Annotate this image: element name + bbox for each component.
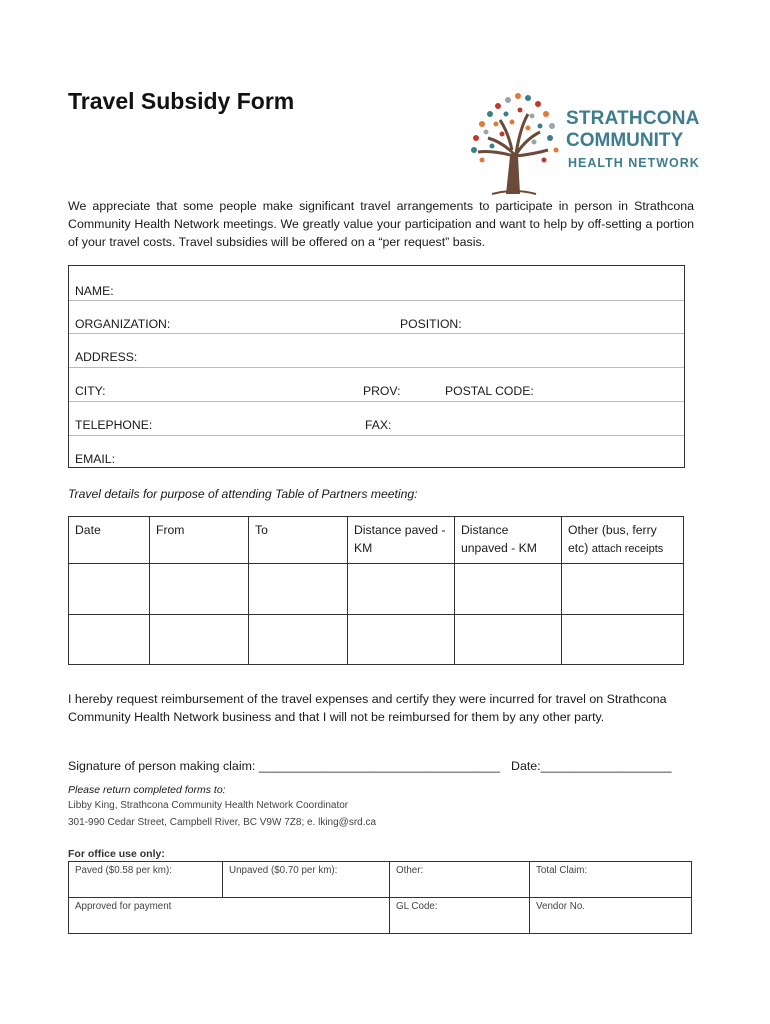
personal-info-box [68, 265, 685, 468]
signature-line[interactable]: Signature of person making claim: ___________________________________ [68, 759, 500, 773]
header-distance-paved: Distance paved - KM [348, 517, 455, 564]
mailing-address-line: 301-990 Cedar Street, Campbell River, BC V9W 7Z8; e. lking@srd.ca [68, 817, 377, 828]
address-label: ADDRESS: [75, 350, 138, 364]
organization-label: ORGANIZATION: [75, 317, 171, 331]
vendor-no-cell[interactable]: Vendor No. [530, 898, 692, 934]
table-row[interactable] [69, 614, 684, 664]
header-other-suffix: attach receipts [591, 543, 664, 555]
logo-text-strathcona: STRATHCONA [566, 108, 700, 129]
table-cell[interactable] [562, 614, 684, 664]
other-cell[interactable]: Other: [390, 862, 530, 898]
please-return-heading: Please return completed forms to: [68, 784, 226, 796]
table-cell[interactable] [249, 614, 348, 664]
email-row[interactable] [69, 436, 684, 467]
header-to: To [249, 517, 348, 564]
travel-details-note: Travel details for purpose of attending Table of Partners meeting: [68, 487, 418, 501]
date-line[interactable]: Date:___________________ [511, 759, 672, 773]
table-cell[interactable] [249, 564, 348, 614]
office-use-heading: For office use only: [68, 848, 165, 860]
name-label: NAME: [75, 284, 114, 298]
table-cell[interactable] [150, 564, 249, 614]
office-row-1 [69, 862, 692, 898]
header-date: Date [69, 517, 150, 564]
address-row[interactable] [69, 334, 684, 368]
approved-cell[interactable]: Approved for payment [69, 898, 390, 934]
header-distance-unpaved: Distance unpaved - KM [455, 517, 562, 564]
table-row[interactable] [69, 564, 684, 614]
email-label: EMAIL: [75, 452, 115, 466]
telephone-row[interactable] [69, 402, 684, 436]
position-label: POSITION: [400, 317, 462, 331]
table-cell[interactable] [348, 614, 455, 664]
table-cell[interactable] [348, 564, 455, 614]
prov-label: PROV: [363, 384, 401, 398]
postal-code-label: POSTAL CODE: [445, 384, 534, 398]
table-cell[interactable] [69, 614, 150, 664]
city-row[interactable] [69, 368, 684, 402]
travel-details-table [68, 516, 684, 665]
paved-cell[interactable]: Paved ($0.58 per km): [69, 862, 223, 898]
header-other [562, 517, 684, 564]
table-cell[interactable] [455, 564, 562, 614]
organization-row[interactable] [69, 301, 684, 334]
table-cell[interactable] [455, 614, 562, 664]
table-cell[interactable] [69, 564, 150, 614]
header-other-label: Other (bus, ferry etc) [568, 523, 657, 555]
fax-label: FAX: [365, 418, 392, 432]
telephone-label: TELEPHONE: [75, 418, 153, 432]
logo-text-health-network: HEALTH NETWORK [568, 156, 700, 170]
table-header-row [69, 517, 684, 564]
coordinator-line: Libby King, Strathcona Community Health Network Coordinator [68, 800, 349, 811]
office-use-table [68, 861, 692, 934]
office-row-2 [69, 898, 692, 934]
gl-code-cell[interactable]: GL Code: [390, 898, 530, 934]
name-row[interactable] [69, 266, 684, 301]
page-title: Travel Subsidy Form [68, 88, 295, 114]
unpaved-cell[interactable]: Unpaved ($0.70 per km): [223, 862, 390, 898]
intro-paragraph: We appreciate that some people make significant travel arrangements to participate in person in Strathcona Community Health Network meetings. We greatly value your participation and want to help by off-setting a portion of your travel costs. Travel subsidies will be offered on a “per request” basis. [68, 199, 694, 249]
certification-paragraph: I hereby request reimbursement of the travel expenses and certify they were incurred for travel on Strathcona Community Health Network business and that I will not be reimbursed for them by any other party. [68, 692, 667, 724]
header-from: From [150, 517, 249, 564]
city-label: CITY: [75, 384, 106, 398]
table-cell[interactable] [562, 564, 684, 614]
logo-text-community: COMMUNITY [566, 130, 684, 151]
table-cell[interactable] [150, 614, 249, 664]
total-claim-cell[interactable]: Total Claim: [530, 862, 692, 898]
